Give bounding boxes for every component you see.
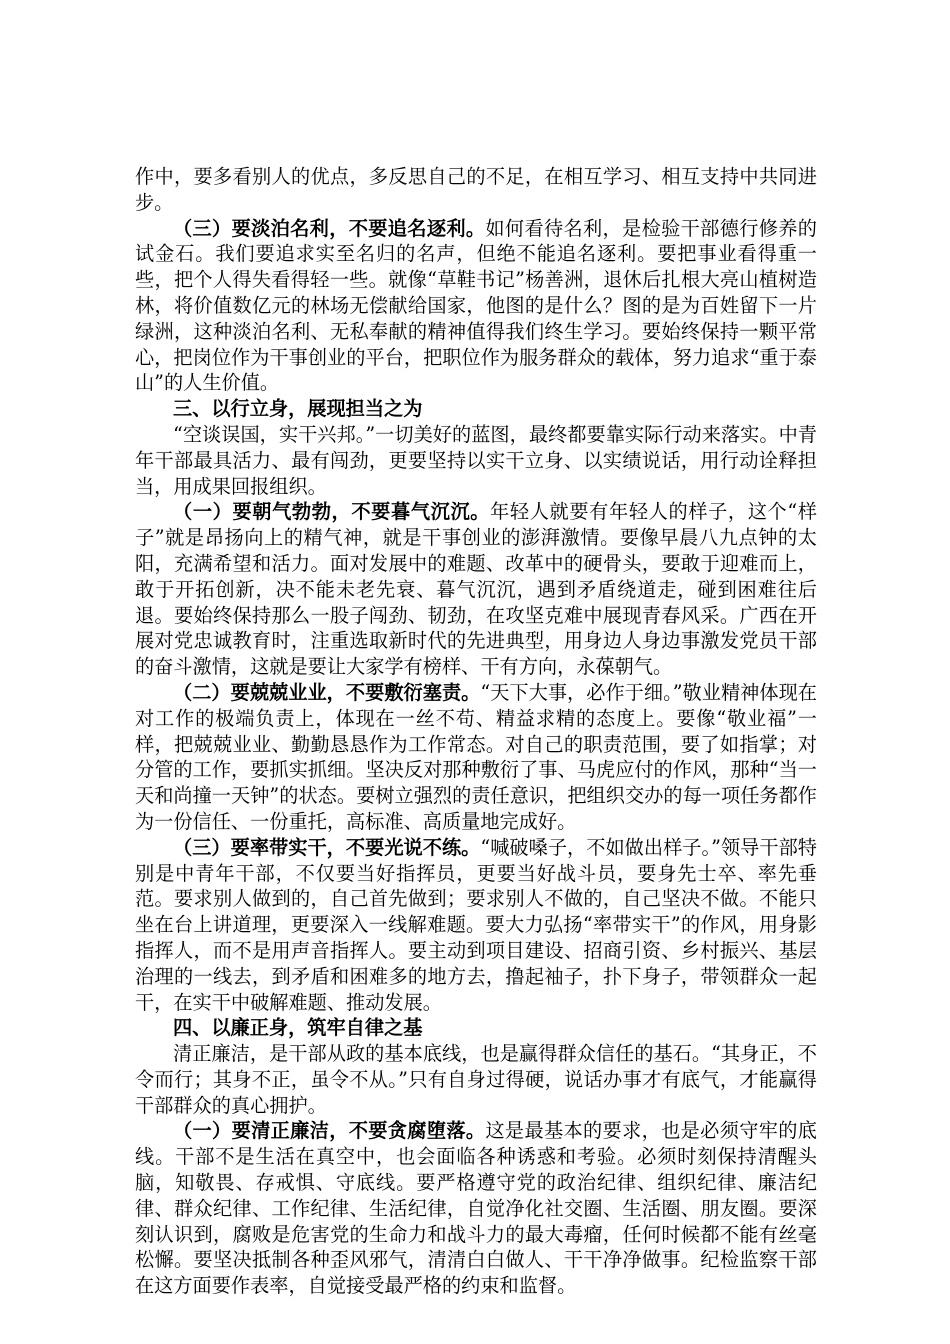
paragraph-lead: （三）要率带实干，不要光说不练。 <box>173 835 481 859</box>
paragraph-text: “天下大事，必作于细。”敬业精神体现在对工作的极端负责上，体现在一丝不苟、精益求精的态度上。要像“敬业福”一样，把兢兢业业、勤勤恳恳作为工作常态。对自己的职责范围，要了如指掌；对分管的工作，要抓实抓细。坚决反对那种敷衍了事、马虎应付的作风，那种“当一天和尚撞一天钟”的状态。要树立强烈的责任意识，把组织交办的每一项任务都作为一份信任、一份重托，高标准、高质量地完成好。 <box>135 680 817 833</box>
paragraph-intro-4 <box>135 1041 817 1118</box>
paragraph-text: 如何看待名利，是检验干部德行修养的试金石。我们要追求实至名归的名声，但绝不能追名逐利。要把事业看得重一些，把个人得失看得轻一些。就像“草鞋书记”杨善洲，退休后扎根大亮山植树造林，将价值数亿元的林场无偿献给国家，他图的是什么？图的是为百姓留下一片绿洲，这种淡泊名利、无私奉献的精神值得我们终生学习。要始终保持一颗平常心，把岗位作为干事创业的平台，把职位作为服务群众的载体，努力追求“重于泰山”的人生价值。 <box>135 216 817 395</box>
paragraph-continued <box>135 164 817 216</box>
paragraph-text: 作中，要多看别人的优点，多反思自己的不足，在相互学习、相互支持中共同进步。 <box>135 165 817 214</box>
paragraph-lead: （一）要朝气勃勃，不要暮气沉沉。 <box>173 500 491 524</box>
paragraph-text: 年轻人就要有年轻人的样子，这个“样子”就是昂扬向上的精气神，就是干事创业的澎湃激情。要像早晨八九点钟的太阳，充满希望和活力。面对发展中的难题、改革中的硬骨头，要敢于迎难而上，敢于开拓创新，决不能未老先衰、暮气沉沉，遇到矛盾绕道走，碰到困难往后退。要始终保持那么一股子闯劲、韧劲，在攻坚克难中展现青春风采。广西在开展对党忠诚教育时，注重选取新时代的先进典型，用身边人身边事激发党员干部的奋斗激情，这就是要让大家学有榜样、干有方向，永葆朝气。 <box>135 500 817 679</box>
paragraph-diligence <box>135 680 817 835</box>
paragraph-text: 这是最基本的要求，也是必须守牢的底线。干部不是生活在真空中，也会面临各种诱惑和考验。必须时刻保持清醒头脑，知敬畏、存戒惧、守底线。要严格遵守党的政治纪律、组织纪律、廉洁纪律、群众纪律、工作纪律、生活纪律，自觉净化社交圈、生活圈、朋友圈。要深刻认识到，腐败是危害党的生命力和战斗力的最大毒瘤，任何时候都不能有丝毫松懈。要坚决抵制各种歪风邪气，清清白白做人、干干净净做事。纪检监察干部在这方面要作表率，自觉接受最严格的约束和监督。 <box>135 1119 817 1298</box>
document-page <box>135 164 817 1299</box>
paragraph-lead: （一）要清正廉洁，不要贪腐堕落。 <box>173 1119 486 1143</box>
section-heading-4: 四、以廉正身，筑牢自律之基 <box>173 1016 423 1040</box>
section-heading-3: 三、以行立身，展现担当之为 <box>173 397 423 421</box>
paragraph-intro-3 <box>135 422 817 499</box>
paragraph-lead: （三）要淡泊名利，不要追名逐利。 <box>173 216 486 240</box>
paragraph-lead-by-example <box>135 835 817 1016</box>
paragraph-text: “空谈误国，实干兴邦。”一切美好的蓝图，最终都要靠实际行动来落实。中青年干部最具活力、最有闯劲，更要坚持以实干立身、以实绩说话，用行动诠释担当，用成果回报组织。 <box>135 422 817 498</box>
paragraph-detach-fame <box>135 216 817 397</box>
paragraph-integrity <box>135 1118 817 1299</box>
paragraph-text: “喊破嗓子，不如做出样子。”领导干部特别是中青年干部，不仅要当好指挥员，更要当好战斗员，要身先士卒、率先垂范。要求别人做到的，自己首先做到；要求别人不做的，自己坚决不做。不能只坐在台上讲道理，更要深入一线解难题。要大力弘扬“率带实干”的作风，用身影指挥人，而不是用声音指挥人。要主动到项目建设、招商引资、乡村振兴、基层治理的一线去，到矛盾和困难多的地方去，撸起袖子，扑下身子，带领群众一起干，在实干中破解难题、推动发展。 <box>135 835 817 1014</box>
paragraph-lead: （二）要兢兢业业，不要敷衍塞责。 <box>173 680 481 704</box>
paragraph-vigor <box>135 499 817 680</box>
paragraph-text: 清正廉洁，是干部从政的基本底线，也是赢得群众信任的基石。“其身正，不令而行；其身不正，虽令不从。”只有自身过得硬，说话办事才有底气，才能赢得干部群众的真心拥护。 <box>135 1042 817 1117</box>
